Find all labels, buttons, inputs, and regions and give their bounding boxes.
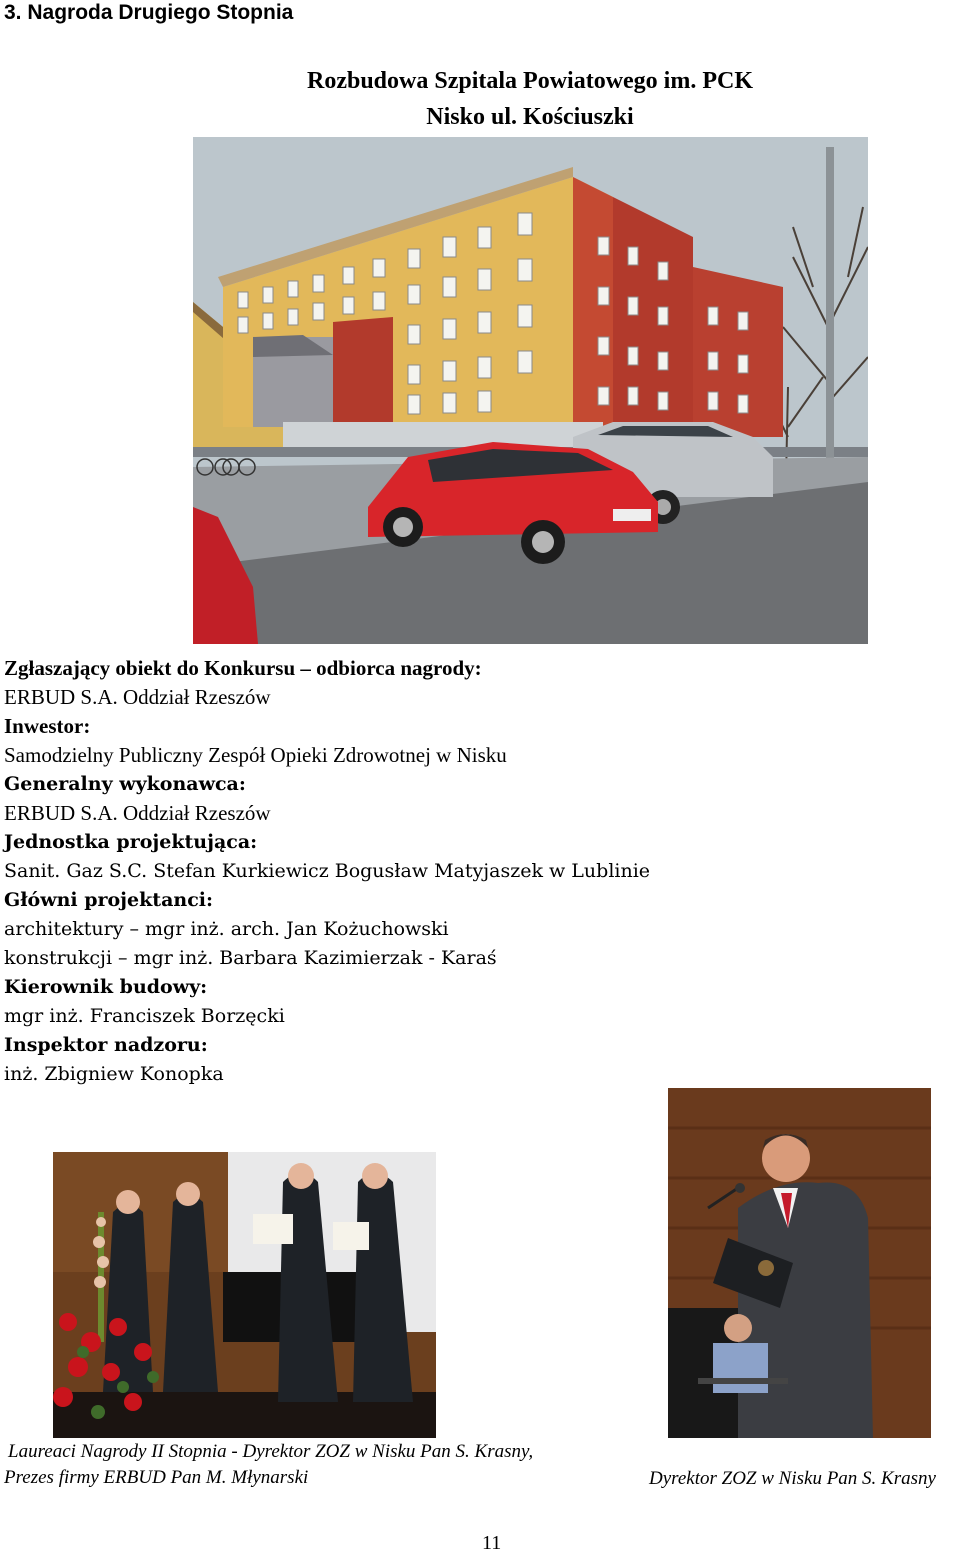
contractor-label: Generalny wykonawca:: [4, 773, 246, 795]
right-photo-caption: Dyrektor ZOZ w Nisku Pan S. Krasny: [649, 1468, 936, 1489]
inspector-value: inż. Zbigniew Konopka: [4, 1063, 224, 1085]
page-number: 11: [482, 1532, 502, 1554]
project-title-line1: Rozbudowa Szpitala Powiatowego im. PCK: [307, 68, 753, 94]
submitter-value: ERBUD S.A. Oddział Rzeszów: [4, 685, 271, 709]
left-photo-caption-line2: Prezes firmy ERBUD Pan M. Młynarski: [4, 1467, 309, 1488]
design-unit-label: Jednostka projektująca:: [4, 831, 258, 853]
investor-label: Inwestor:: [4, 714, 91, 738]
hospital-building-photo: [193, 137, 868, 644]
site-manager-label: Kierownik budowy:: [4, 976, 208, 998]
designers-architecture: architektury – mgr inż. arch. Jan Kożuchowski: [4, 918, 449, 940]
designers-label: Główni projektanci:: [4, 889, 214, 911]
inspector-label: Inspektor nadzoru:: [4, 1034, 208, 1056]
design-unit-value: Sanit. Gaz S.C. Stefan Kurkiewicz Bogusław Matyjaszek w Lublinie: [4, 860, 651, 882]
designers-construction: konstrukcji – mgr inż. Barbara Kazimierzak - Karaś: [4, 947, 497, 969]
section-heading: 3. Nagroda Drugiego Stopnia: [4, 1, 294, 24]
left-photo-caption-line1: Laureaci Nagrody II Stopnia - Dyrektor ZOZ w Nisku Pan S. Krasny,: [8, 1441, 534, 1462]
contractor-value: ERBUD S.A. Oddział Rzeszów: [4, 801, 271, 825]
project-title-line2: Nisko ul. Kościuszki: [426, 104, 634, 130]
submitter-label: Zgłaszający obiekt do Konkursu – odbiorca nagrody:: [4, 656, 482, 680]
site-manager-value: mgr inż. Franciszek Borzęcki: [4, 1005, 285, 1027]
director-speech-photo: [668, 1088, 931, 1438]
investor-value: Samodzielny Publiczny Zespół Opieki Zdrowotnej w Nisku: [4, 743, 507, 767]
award-ceremony-photo: [53, 1152, 436, 1438]
